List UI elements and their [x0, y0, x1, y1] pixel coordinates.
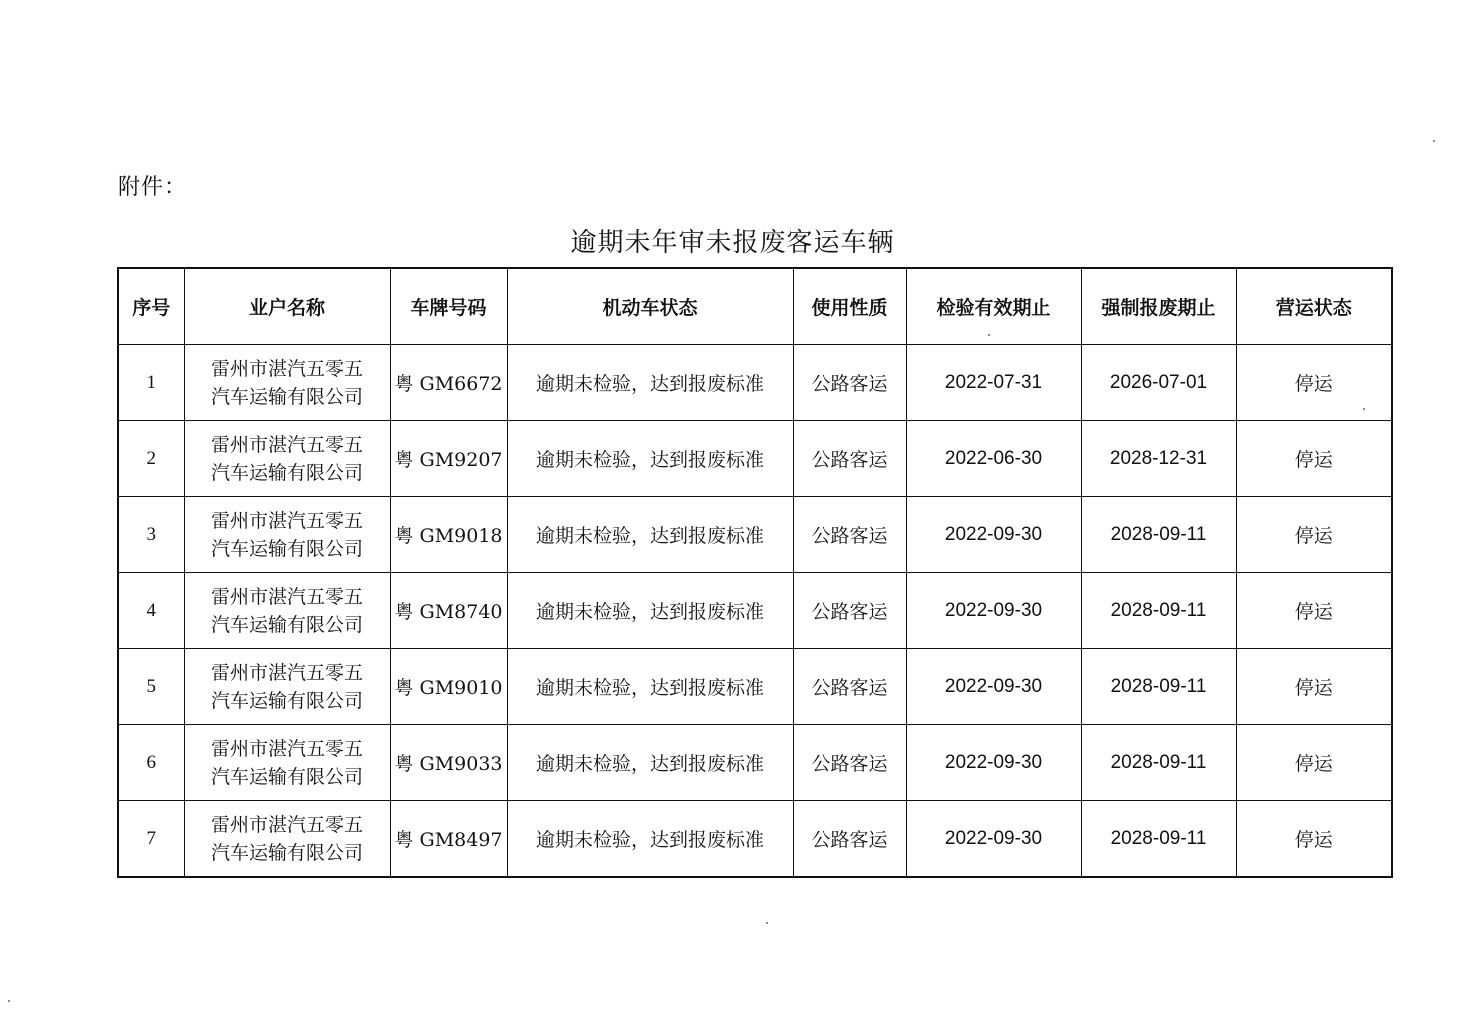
row-plate: 粤 GM8497	[390, 801, 507, 878]
attachment-label: 附件：	[118, 175, 188, 200]
scan-speck	[8, 1000, 10, 1002]
row-vehicle-status: 逾期未检验，达到报废标准	[507, 421, 793, 497]
row-usage: 公路客运	[793, 421, 906, 497]
table-row	[118, 801, 1392, 878]
row-no: 7	[118, 801, 184, 878]
row-inspection-valid-until: 2022-09-30	[906, 573, 1081, 649]
company-line-2: 汽车运输有限公司	[210, 385, 363, 408]
company-line-1: 雷州市湛汽五零五	[210, 813, 363, 836]
row-scrap-deadline: 2028-12-31	[1081, 421, 1236, 497]
scan-speck	[766, 922, 768, 924]
row-usage: 公路客运	[793, 801, 906, 878]
row-company	[184, 801, 390, 878]
company-line-1: 雷州市湛汽五零五	[210, 357, 363, 380]
row-inspection-valid-until: 2022-07-31	[906, 345, 1081, 421]
company-line-1: 雷州市湛汽五零五	[210, 585, 363, 608]
header-no: 序号	[118, 268, 184, 345]
table-row	[118, 345, 1392, 421]
row-no: 3	[118, 497, 184, 573]
row-operation-status: 停运	[1236, 573, 1392, 649]
scan-speck	[1363, 408, 1365, 410]
table-row	[118, 649, 1392, 725]
company-line-1: 雷州市湛汽五零五	[210, 509, 363, 532]
company-line-2: 汽车运输有限公司	[210, 613, 363, 636]
row-scrap-deadline: 2028-09-11	[1081, 497, 1236, 573]
row-vehicle-status: 逾期未检验，达到报废标准	[507, 345, 793, 421]
company-line-1: 雷州市湛汽五零五	[210, 737, 363, 760]
table-row	[118, 725, 1392, 801]
row-plate: 粤 GM6672	[390, 345, 507, 421]
table-row	[118, 497, 1392, 573]
header-plate: 车牌号码	[390, 268, 507, 345]
table-header-row	[118, 268, 1392, 345]
row-usage: 公路客运	[793, 497, 906, 573]
row-company	[184, 421, 390, 497]
row-usage: 公路客运	[793, 649, 906, 725]
row-vehicle-status: 逾期未检验，达到报废标准	[507, 649, 793, 725]
header-company: 业户名称	[184, 268, 390, 345]
company-line-1: 雷州市湛汽五零五	[210, 661, 363, 684]
row-plate: 粤 GM9207	[390, 421, 507, 497]
row-no: 5	[118, 649, 184, 725]
row-no: 4	[118, 573, 184, 649]
row-plate: 粤 GM9010	[390, 649, 507, 725]
company-line-1: 雷州市湛汽五零五	[210, 433, 363, 456]
row-operation-status: 停运	[1236, 497, 1392, 573]
row-inspection-valid-until: 2022-09-30	[906, 725, 1081, 801]
row-plate: 粤 GM9018	[390, 497, 507, 573]
row-company	[184, 725, 390, 801]
scan-speck	[988, 334, 990, 336]
company-line-2: 汽车运输有限公司	[210, 537, 363, 560]
company-line-2: 汽车运输有限公司	[210, 461, 363, 484]
row-inspection-valid-until: 2022-06-30	[906, 421, 1081, 497]
row-usage: 公路客运	[793, 345, 906, 421]
row-company	[184, 649, 390, 725]
header-vehicle-status: 机动车状态	[507, 268, 793, 345]
row-operation-status: 停运	[1236, 649, 1392, 725]
row-inspection-valid-until: 2022-09-30	[906, 801, 1081, 878]
table-row	[118, 421, 1392, 497]
row-plate: 粤 GM9033	[390, 725, 507, 801]
row-usage: 公路客运	[793, 725, 906, 801]
row-scrap-deadline: 2028-09-11	[1081, 801, 1236, 878]
header-operation-status: 营运状态	[1236, 268, 1392, 345]
row-vehicle-status: 逾期未检验，达到报废标准	[507, 725, 793, 801]
company-line-2: 汽车运输有限公司	[210, 841, 363, 864]
scan-speck	[1433, 140, 1435, 142]
header-usage: 使用性质	[793, 268, 906, 345]
header-scrap-deadline: 强制报废期止	[1081, 268, 1236, 345]
row-scrap-deadline: 2028-09-11	[1081, 649, 1236, 725]
row-scrap-deadline: 2028-09-11	[1081, 573, 1236, 649]
row-plate: 粤 GM8740	[390, 573, 507, 649]
table-row	[118, 573, 1392, 649]
company-line-2: 汽车运输有限公司	[210, 765, 363, 788]
row-no: 1	[118, 345, 184, 421]
row-vehicle-status: 逾期未检验，达到报废标准	[507, 801, 793, 878]
row-inspection-valid-until: 2022-09-30	[906, 497, 1081, 573]
vehicle-table	[117, 267, 1393, 878]
row-vehicle-status: 逾期未检验，达到报废标准	[507, 497, 793, 573]
row-scrap-deadline: 2026-07-01	[1081, 345, 1236, 421]
company-line-2: 汽车运输有限公司	[210, 689, 363, 712]
row-inspection-valid-until: 2022-09-30	[906, 649, 1081, 725]
row-company	[184, 497, 390, 573]
header-inspection-valid-until: 检验有效期止	[906, 268, 1081, 345]
row-operation-status: 停运	[1236, 801, 1392, 878]
row-operation-status: 停运	[1236, 345, 1392, 421]
row-no: 6	[118, 725, 184, 801]
row-operation-status: 停运	[1236, 421, 1392, 497]
row-usage: 公路客运	[793, 573, 906, 649]
row-company	[184, 345, 390, 421]
row-operation-status: 停运	[1236, 725, 1392, 801]
row-vehicle-status: 逾期未检验，达到报废标准	[507, 573, 793, 649]
row-no: 2	[118, 421, 184, 497]
document-title: 逾期未年审未报废客运车辆	[570, 228, 895, 258]
row-company	[184, 573, 390, 649]
row-scrap-deadline: 2028-09-11	[1081, 725, 1236, 801]
